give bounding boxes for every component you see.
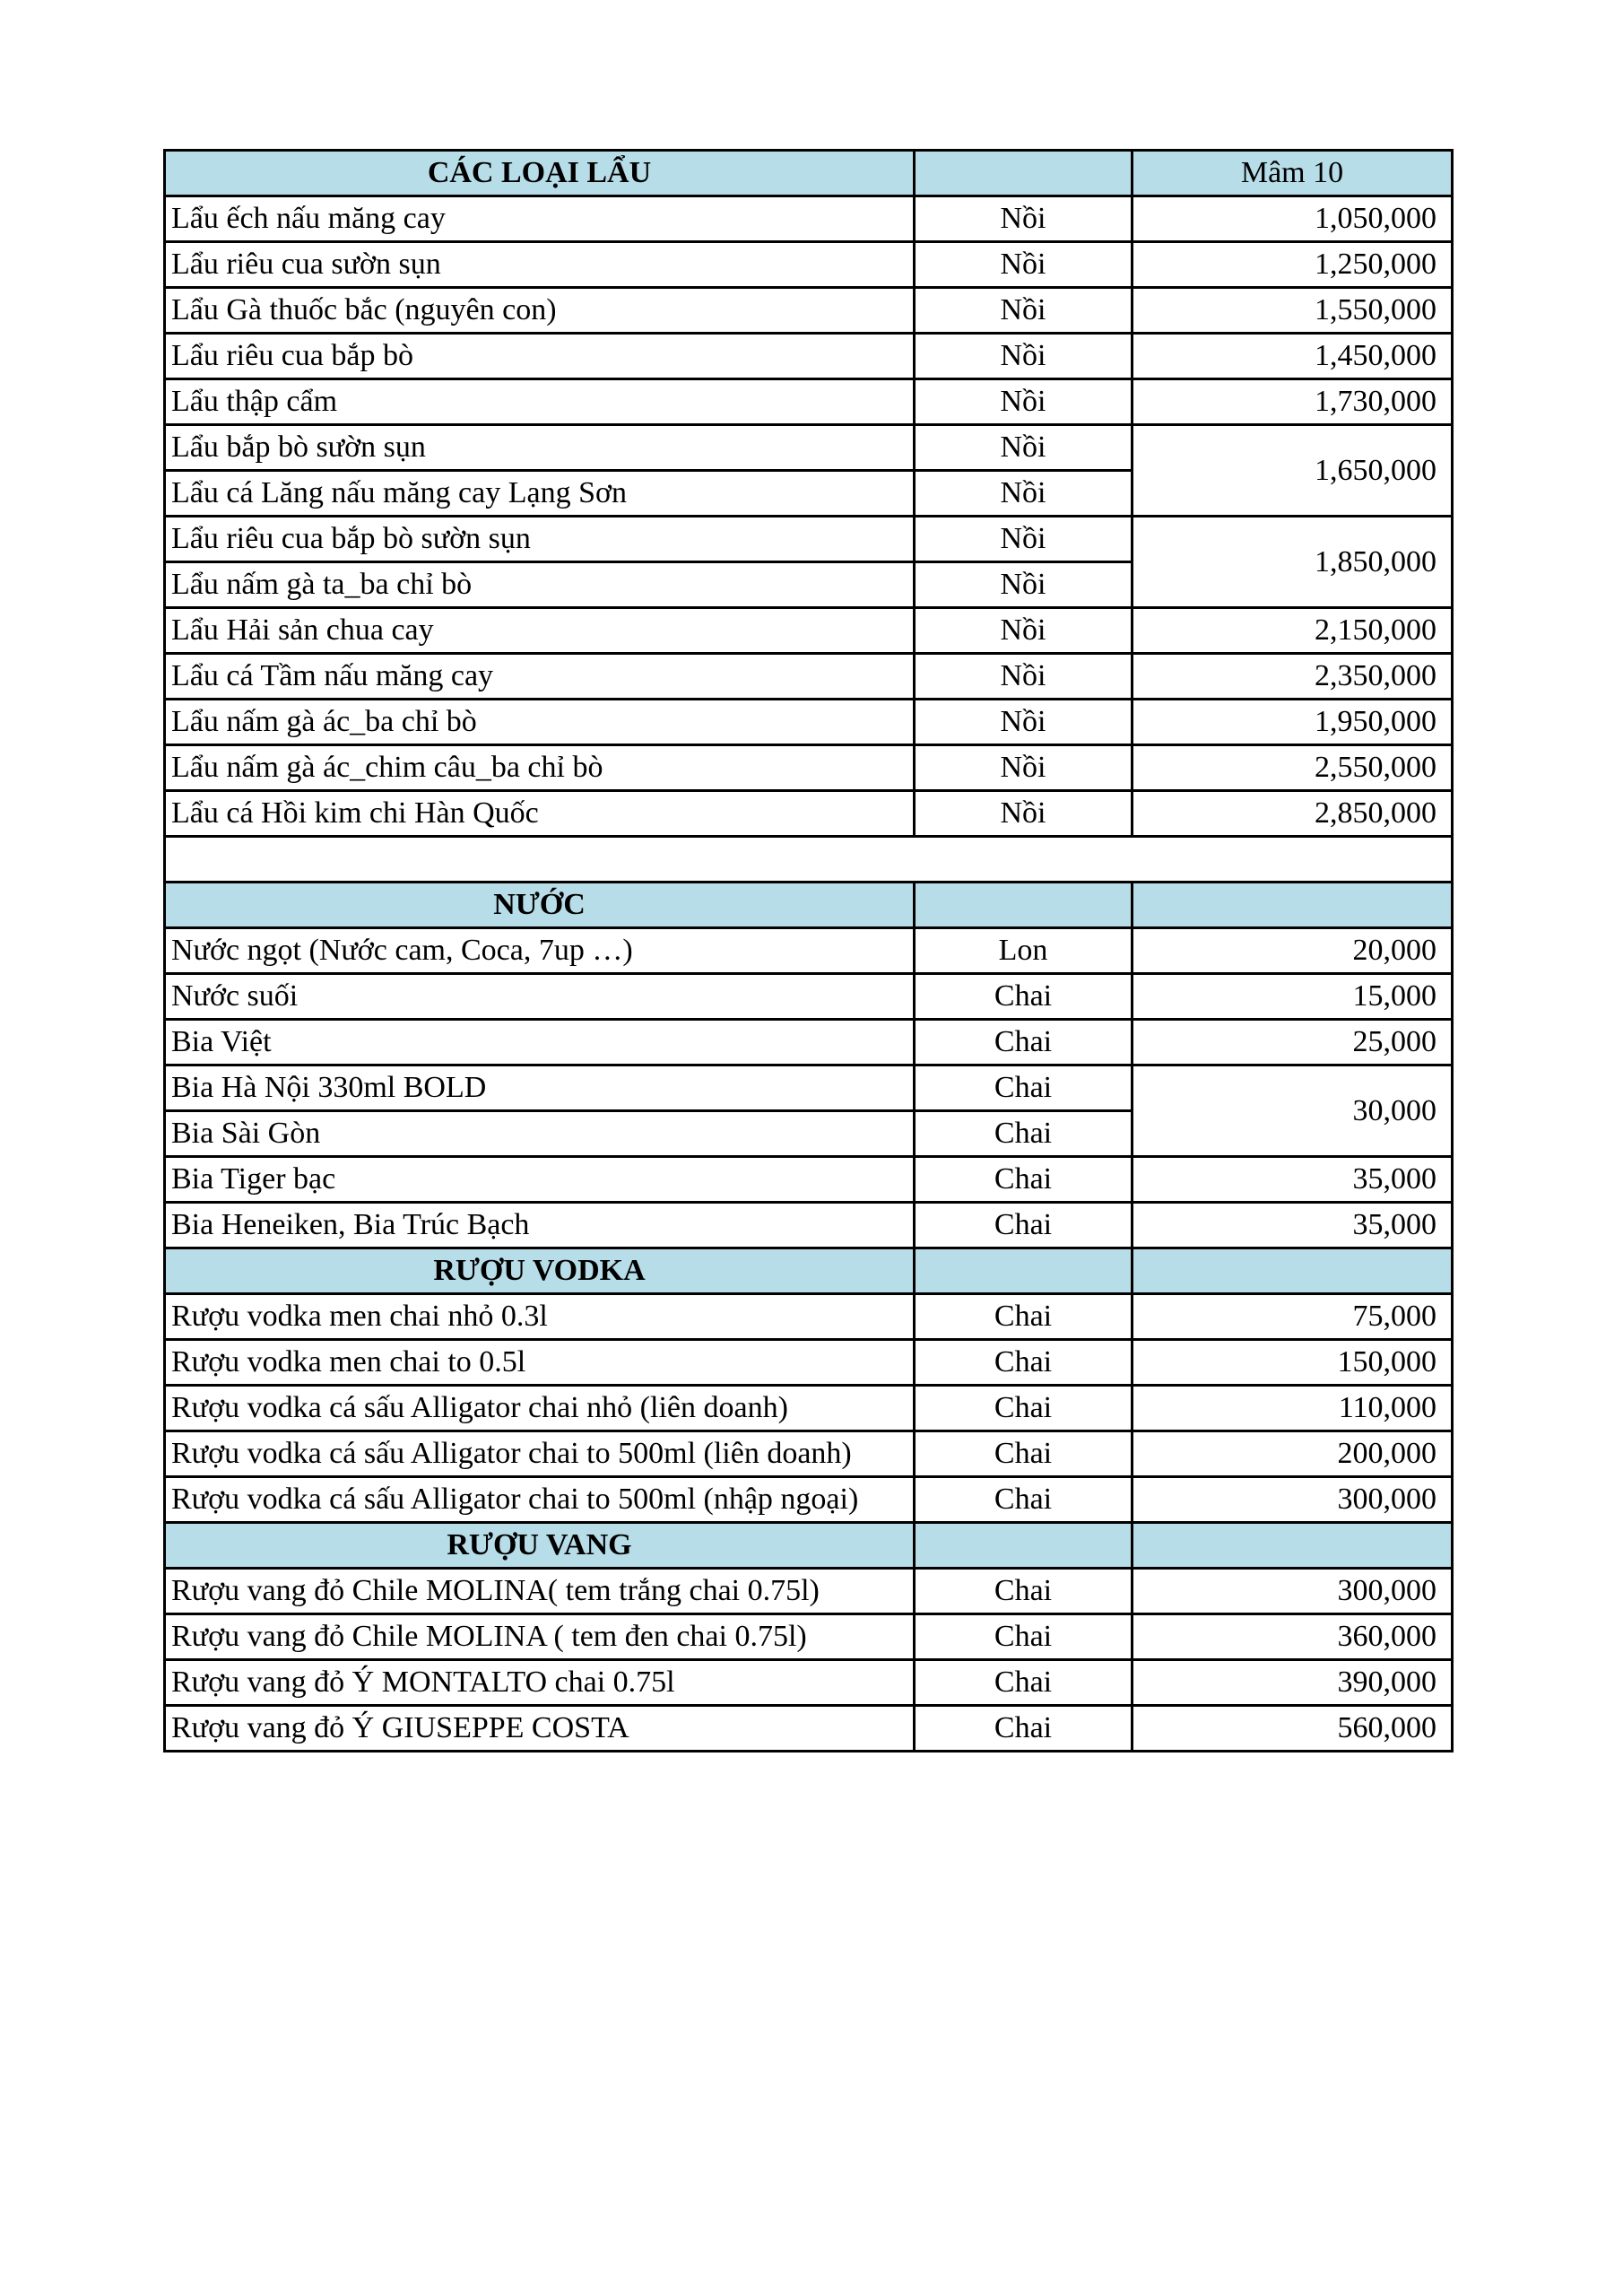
item-name: Bia Sài Gòn [165, 1111, 915, 1157]
section-header-row [165, 883, 1453, 928]
spacer-row [165, 837, 1453, 883]
item-name: Rượu vodka men chai to 0.5l [165, 1340, 915, 1386]
menu-item-row [165, 242, 1453, 288]
item-name: Rượu vodka cá sấu Alligator chai nhỏ (liên doanh) [165, 1386, 915, 1431]
item-price: 1,550,000 [1133, 288, 1453, 334]
item-price: 110,000 [1133, 1386, 1453, 1431]
item-name: Bia Tiger bạc [165, 1157, 915, 1203]
item-unit: Chai [915, 1614, 1133, 1660]
section-header-row [165, 1248, 1453, 1294]
item-price: 1,450,000 [1133, 334, 1453, 379]
item-name: Lẩu thập cẩm [165, 379, 915, 425]
item-unit: Lon [915, 928, 1133, 974]
item-price: 2,850,000 [1133, 791, 1453, 837]
menu-item-row [165, 1386, 1453, 1431]
menu-item-row [165, 288, 1453, 334]
item-price: 20,000 [1133, 928, 1453, 974]
menu-item-row [165, 1294, 1453, 1340]
item-unit: Nồi [915, 288, 1133, 334]
item-name: Lẩu riêu cua bắp bò [165, 334, 915, 379]
menu-item-row [165, 1203, 1453, 1248]
item-unit: Chai [915, 1706, 1133, 1752]
section-unit-header [915, 1248, 1133, 1294]
item-name: Rượu vang đỏ Ý GIUSEPPE COSTA [165, 1706, 915, 1752]
item-price: 1,250,000 [1133, 242, 1453, 288]
section-unit-header [915, 883, 1133, 928]
menu-item-row [165, 791, 1453, 837]
item-name: Lẩu bắp bò sườn sụn [165, 425, 915, 471]
item-name: Lẩu nấm gà ta_ba chỉ bò [165, 562, 915, 608]
section-header-row [165, 151, 1453, 196]
item-unit: Nồi [915, 562, 1133, 608]
section-price-header [1133, 1523, 1453, 1569]
section-title: CÁC LOẠI LẨU [165, 151, 915, 196]
item-name: Lẩu cá Tầm nấu măng cay [165, 654, 915, 700]
item-name: Lẩu Gà thuốc bắc (nguyên con) [165, 288, 915, 334]
item-name: Lẩu riêu cua sườn sụn [165, 242, 915, 288]
item-unit: Chai [915, 1340, 1133, 1386]
item-unit: Chai [915, 1157, 1133, 1203]
item-unit: Nồi [915, 471, 1133, 517]
item-price: 75,000 [1133, 1294, 1453, 1340]
item-price: 300,000 [1133, 1569, 1453, 1614]
menu-price-table [163, 149, 1454, 1752]
section-unit-header [915, 151, 1133, 196]
item-price: 300,000 [1133, 1477, 1453, 1523]
item-price: 15,000 [1133, 974, 1453, 1020]
item-price: 150,000 [1133, 1340, 1453, 1386]
item-name: Rượu vodka cá sấu Alligator chai to 500ml (nhập ngoại) [165, 1477, 915, 1523]
section-price-header [1133, 883, 1453, 928]
item-price: 30,000 [1133, 1065, 1453, 1157]
item-unit: Chai [915, 1294, 1133, 1340]
item-unit: Chai [915, 974, 1133, 1020]
item-price: 1,650,000 [1133, 425, 1453, 517]
item-unit: Chai [915, 1569, 1133, 1614]
item-price: 1,850,000 [1133, 517, 1453, 608]
menu-item-row [165, 1020, 1453, 1065]
menu-item-row [165, 425, 1453, 471]
item-unit: Nồi [915, 242, 1133, 288]
item-unit: Nồi [915, 745, 1133, 791]
menu-item-row [165, 608, 1453, 654]
item-price: 1,730,000 [1133, 379, 1453, 425]
item-unit: Chai [915, 1111, 1133, 1157]
item-unit: Chai [915, 1386, 1133, 1431]
item-name: Lẩu nấm gà ác_ba chỉ bò [165, 700, 915, 745]
menu-item-row [165, 1340, 1453, 1386]
section-unit-header [915, 1523, 1133, 1569]
item-name: Lẩu cá Lăng nấu măng cay Lạng Sơn [165, 471, 915, 517]
item-unit: Nồi [915, 608, 1133, 654]
item-price: 1,050,000 [1133, 196, 1453, 242]
section-price-header: Mâm 10 [1133, 151, 1453, 196]
item-name: Bia Việt [165, 1020, 915, 1065]
item-unit: Nồi [915, 791, 1133, 837]
menu-item-row [165, 1065, 1453, 1111]
menu-item-row [165, 334, 1453, 379]
menu-item-row [165, 654, 1453, 700]
item-name: Bia Heneiken, Bia Trúc Bạch [165, 1203, 915, 1248]
item-name: Lẩu ếch nấu măng cay [165, 196, 915, 242]
section-price-header [1133, 1248, 1453, 1294]
item-name: Lẩu nấm gà ác_chim câu_ba chỉ bò [165, 745, 915, 791]
item-price: 2,350,000 [1133, 654, 1453, 700]
item-price: 25,000 [1133, 1020, 1453, 1065]
item-name: Lẩu riêu cua bắp bò sườn sụn [165, 517, 915, 562]
menu-item-row [165, 1614, 1453, 1660]
item-unit: Nồi [915, 196, 1133, 242]
item-unit: Chai [915, 1431, 1133, 1477]
section-title: RƯỢU VODKA [165, 1248, 915, 1294]
item-price: 2,550,000 [1133, 745, 1453, 791]
menu-item-row [165, 517, 1453, 562]
item-unit: Chai [915, 1477, 1133, 1523]
menu-item-row [165, 974, 1453, 1020]
menu-table-body [165, 151, 1453, 1752]
item-unit: Nồi [915, 517, 1133, 562]
item-unit: Chai [915, 1020, 1133, 1065]
menu-item-row [165, 1706, 1453, 1752]
item-name: Lẩu cá Hồi kim chi Hàn Quốc [165, 791, 915, 837]
item-price: 2,150,000 [1133, 608, 1453, 654]
item-unit: Nồi [915, 379, 1133, 425]
menu-item-row [165, 1477, 1453, 1523]
item-name: Rượu vodka men chai nhỏ 0.3l [165, 1294, 915, 1340]
item-name: Rượu vang đỏ Chile MOLINA( tem trắng chai 0.75l) [165, 1569, 915, 1614]
item-unit: Chai [915, 1203, 1133, 1248]
item-name: Rượu vang đỏ Chile MOLINA ( tem đen chai 0.75l) [165, 1614, 915, 1660]
section-title: NƯỚC [165, 883, 915, 928]
item-name: Bia Hà Nội 330ml BOLD [165, 1065, 915, 1111]
item-unit: Chai [915, 1660, 1133, 1706]
item-price: 390,000 [1133, 1660, 1453, 1706]
item-price: 200,000 [1133, 1431, 1453, 1477]
menu-item-row [165, 1660, 1453, 1706]
item-unit: Nồi [915, 425, 1133, 471]
item-name: Nước ngọt (Nước cam, Coca, 7up …) [165, 928, 915, 974]
item-unit: Nồi [915, 700, 1133, 745]
section-header-row [165, 1523, 1453, 1569]
item-unit: Nồi [915, 334, 1133, 379]
item-price: 35,000 [1133, 1203, 1453, 1248]
item-price: 1,950,000 [1133, 700, 1453, 745]
item-name: Nước suối [165, 974, 915, 1020]
item-price: 360,000 [1133, 1614, 1453, 1660]
item-price: 560,000 [1133, 1706, 1453, 1752]
item-name: Rượu vodka cá sấu Alligator chai to 500ml (liên doanh) [165, 1431, 915, 1477]
item-name: Lẩu Hải sản chua cay [165, 608, 915, 654]
menu-item-row [165, 928, 1453, 974]
menu-item-row [165, 745, 1453, 791]
item-name: Rượu vang đỏ Ý MONTALTO chai 0.75l [165, 1660, 915, 1706]
item-unit: Nồi [915, 654, 1133, 700]
spacer-cell [165, 837, 1453, 883]
menu-item-row [165, 196, 1453, 242]
menu-item-row [165, 379, 1453, 425]
item-unit: Chai [915, 1065, 1133, 1111]
menu-item-row [165, 1157, 1453, 1203]
section-title: RƯỢU VANG [165, 1523, 915, 1569]
menu-item-row [165, 700, 1453, 745]
item-price: 35,000 [1133, 1157, 1453, 1203]
menu-item-row [165, 1431, 1453, 1477]
menu-item-row [165, 1569, 1453, 1614]
